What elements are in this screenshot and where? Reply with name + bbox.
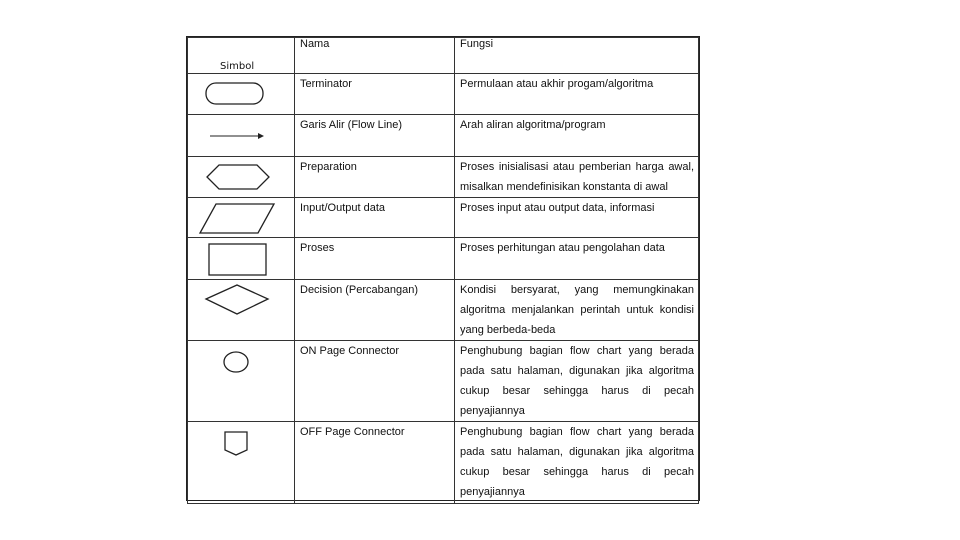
symbol-cell [188,280,295,341]
name-cell: OFF Page Connector [295,422,455,504]
symbol-cell [188,115,295,157]
table-row [188,238,699,280]
symbol-cell [188,74,295,115]
function-cell: Proses input atau output data, informasi [455,198,699,238]
function-cell: Proses inisialisasi atau pemberian harga awal, misalkan mendefinisikan konstanta di awal [455,157,699,198]
name-cell: Preparation [295,157,455,198]
name-cell: Garis Alir (Flow Line) [295,115,455,157]
header-function-cell: Fungsi [455,38,699,74]
input-output-parallelogram-icon [188,198,294,238]
table-row [188,74,699,115]
function-cell: Kondisi bersyarat, yang memungkinakan algoritma menjalankan perintah untuk kondisi yang berbeda-beda [455,280,699,341]
function-cell: Penghubung bagian flow chart yang berada pada satu halaman, digunakan jika algoritma cukup besar sehingga harus di pecah penyajiannya [455,341,699,422]
process-rectangle-icon [188,238,294,280]
preparation-hexagon-icon [188,157,294,198]
table-header-row [188,38,699,74]
on-page-connector-circle-icon [188,341,294,422]
table-row [188,198,699,238]
table-row [188,157,699,198]
decision-diamond-icon [188,280,294,340]
table-row [188,341,699,422]
name-cell: Decision (Percabangan) [295,280,455,341]
symbol-cell [188,341,295,422]
off-page-connector-pentagon-icon [188,422,294,504]
terminator-symbol-icon [188,74,294,115]
table-row [188,280,699,341]
symbol-cell [188,422,295,504]
header-symbol-label: Simbol [220,61,255,72]
function-cell: Arah aliran algoritma/program [455,115,699,157]
name-cell: Terminator [295,74,455,115]
table-row [188,115,699,157]
symbol-cell [188,198,295,238]
flowchart-symbol-table [186,36,700,501]
flow-line-arrow-icon [188,115,294,157]
function-cell: Permulaan atau akhir progam/algoritma [455,74,699,115]
function-cell: Penghubung bagian flow chart yang berada pada satu halaman, digunakan jika algoritma cukup besar sehingga harus di pecah penyajiannya [455,422,699,504]
name-cell: Proses [295,238,455,280]
name-cell: ON Page Connector [295,341,455,422]
header-symbol-cell [188,38,295,74]
name-cell: Input/Output data [295,198,455,238]
function-cell: Proses perhitungan atau pengolahan data [455,238,699,280]
symbol-cell [188,157,295,198]
symbol-cell [188,238,295,280]
table-row [188,422,699,504]
header-name-cell: Nama [295,38,455,74]
